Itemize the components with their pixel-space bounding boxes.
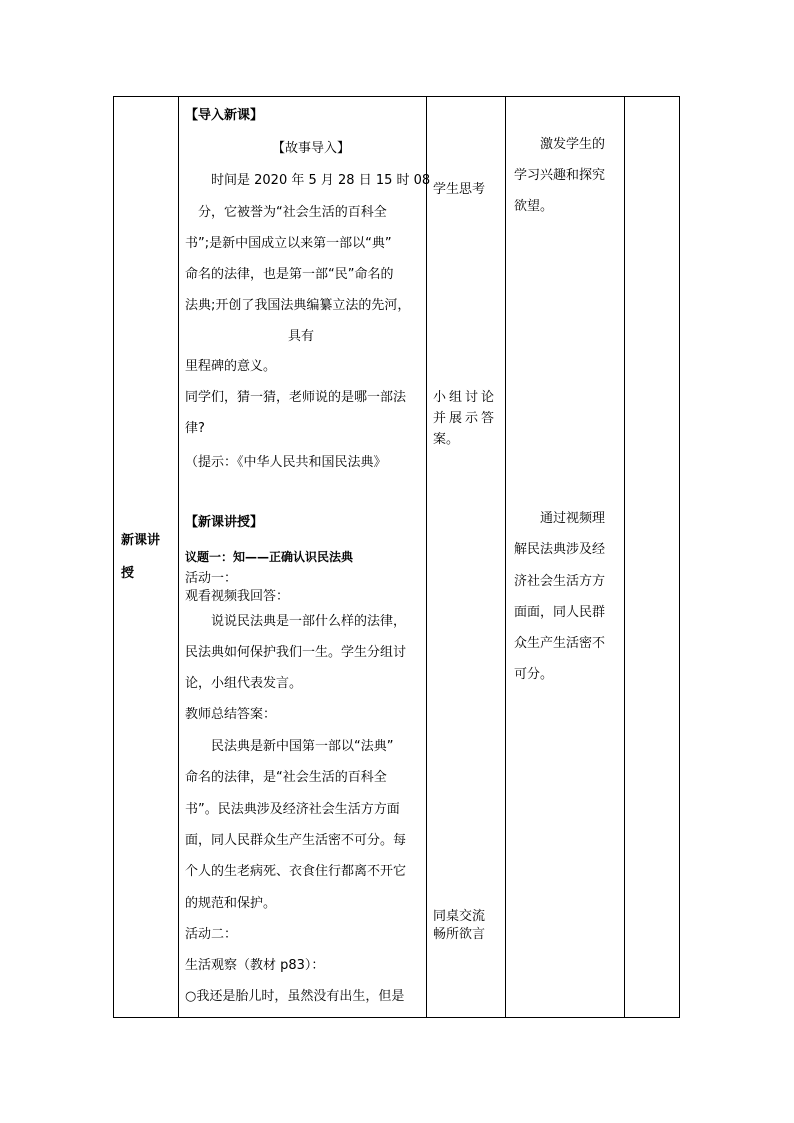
story-line: 律? (185, 421, 205, 436)
design-intent-line: 学习兴趣和探究 (514, 168, 606, 183)
design-intent-line: 面面，同人民群 (514, 605, 606, 620)
design-intent-line: 通过视频理 (540, 511, 606, 526)
story-line: 同学们，猜一猜，老师说的是哪一部法 (185, 390, 407, 405)
question-line: 说说民法典是一部什么样的法律， (211, 614, 407, 629)
topic-heading: 议题一：知——正确认识民法典 (185, 550, 354, 564)
design-intent-line: 可分。 (514, 667, 554, 682)
story-line: 书”;是新中国成立以来第一部以“典” (185, 236, 392, 251)
column-divider (426, 97, 427, 1017)
design-intent-line: 济社会生活方方 (514, 574, 606, 589)
student-activity-discuss: 案。 (433, 432, 460, 447)
story-line: 具有 (288, 329, 315, 344)
answer-line: 的规范和保护。 (185, 896, 277, 911)
column-divider (624, 97, 625, 1017)
story-line: 时间是 2020 年 5 月 28 日 15 时 08 (211, 173, 431, 188)
answer-line: ○我还是胎儿时，虽然没有出生，但是 (185, 989, 405, 1004)
design-intent-line: 众生产生活密不 (514, 636, 606, 651)
question-line: 民法典如何保护我们一生。学生分组讨 (185, 645, 407, 660)
answer-line: 个人的生老病死、衣食住行都离不开它 (185, 864, 407, 879)
story-heading: 【故事导入】 (272, 141, 351, 156)
activity-label: 活动一： (185, 571, 238, 586)
answer-line: 面，同人民群众生产生活密不可分。每 (185, 833, 407, 848)
story-line: 命名的法律，也是第一部“民”命名的 (185, 267, 394, 282)
answer-line: 命名的法律，是“社会生活的百科全 (185, 770, 387, 785)
side-label-line1: 新课讲 (121, 533, 161, 548)
student-activity-discuss: 并展示答 (433, 411, 498, 426)
design-intent-line: 激发学生的 (540, 137, 606, 152)
answer-line: 书”。民法典涉及经济社会生活方方面 (185, 802, 400, 817)
student-activity-think: 学生思考 (433, 182, 486, 197)
design-intent-line: 解民法典涉及经 (514, 542, 606, 557)
student-activity-exchange: 畅所欲言 (433, 927, 486, 942)
watch-video-prompt: 观看视频我回答： (185, 589, 290, 604)
story-line: （提示：《中华人民共和国民法典》 (185, 455, 387, 470)
column-divider (505, 97, 506, 1017)
story-line: 法典;开创了我国法典编纂立法的先河， (185, 298, 411, 313)
activity-label: 活动二： (185, 927, 238, 942)
student-activity-discuss: 小组讨论 (433, 390, 498, 405)
side-label-line2: 授 (121, 566, 135, 581)
life-observe-label: 生活观察（教材 p83）： (185, 958, 325, 973)
question-line: 论，小组代表发言。 (185, 676, 303, 691)
story-line: 分，它被誉为“社会生活的百科全 (198, 205, 387, 220)
answer-line: 民法典是新中国第一部以“法典” (211, 739, 394, 754)
column-divider (178, 97, 179, 1017)
student-activity-exchange: 同桌交流 (433, 909, 486, 924)
story-line: 里程碑的意义。 (185, 359, 277, 374)
intro-heading: 【导入新课】 (185, 108, 264, 123)
design-intent-line: 欲望。 (514, 199, 554, 214)
new-lesson-heading: 【新课讲授】 (185, 515, 264, 530)
teacher-summary-label: 教师总结答案： (185, 707, 277, 722)
